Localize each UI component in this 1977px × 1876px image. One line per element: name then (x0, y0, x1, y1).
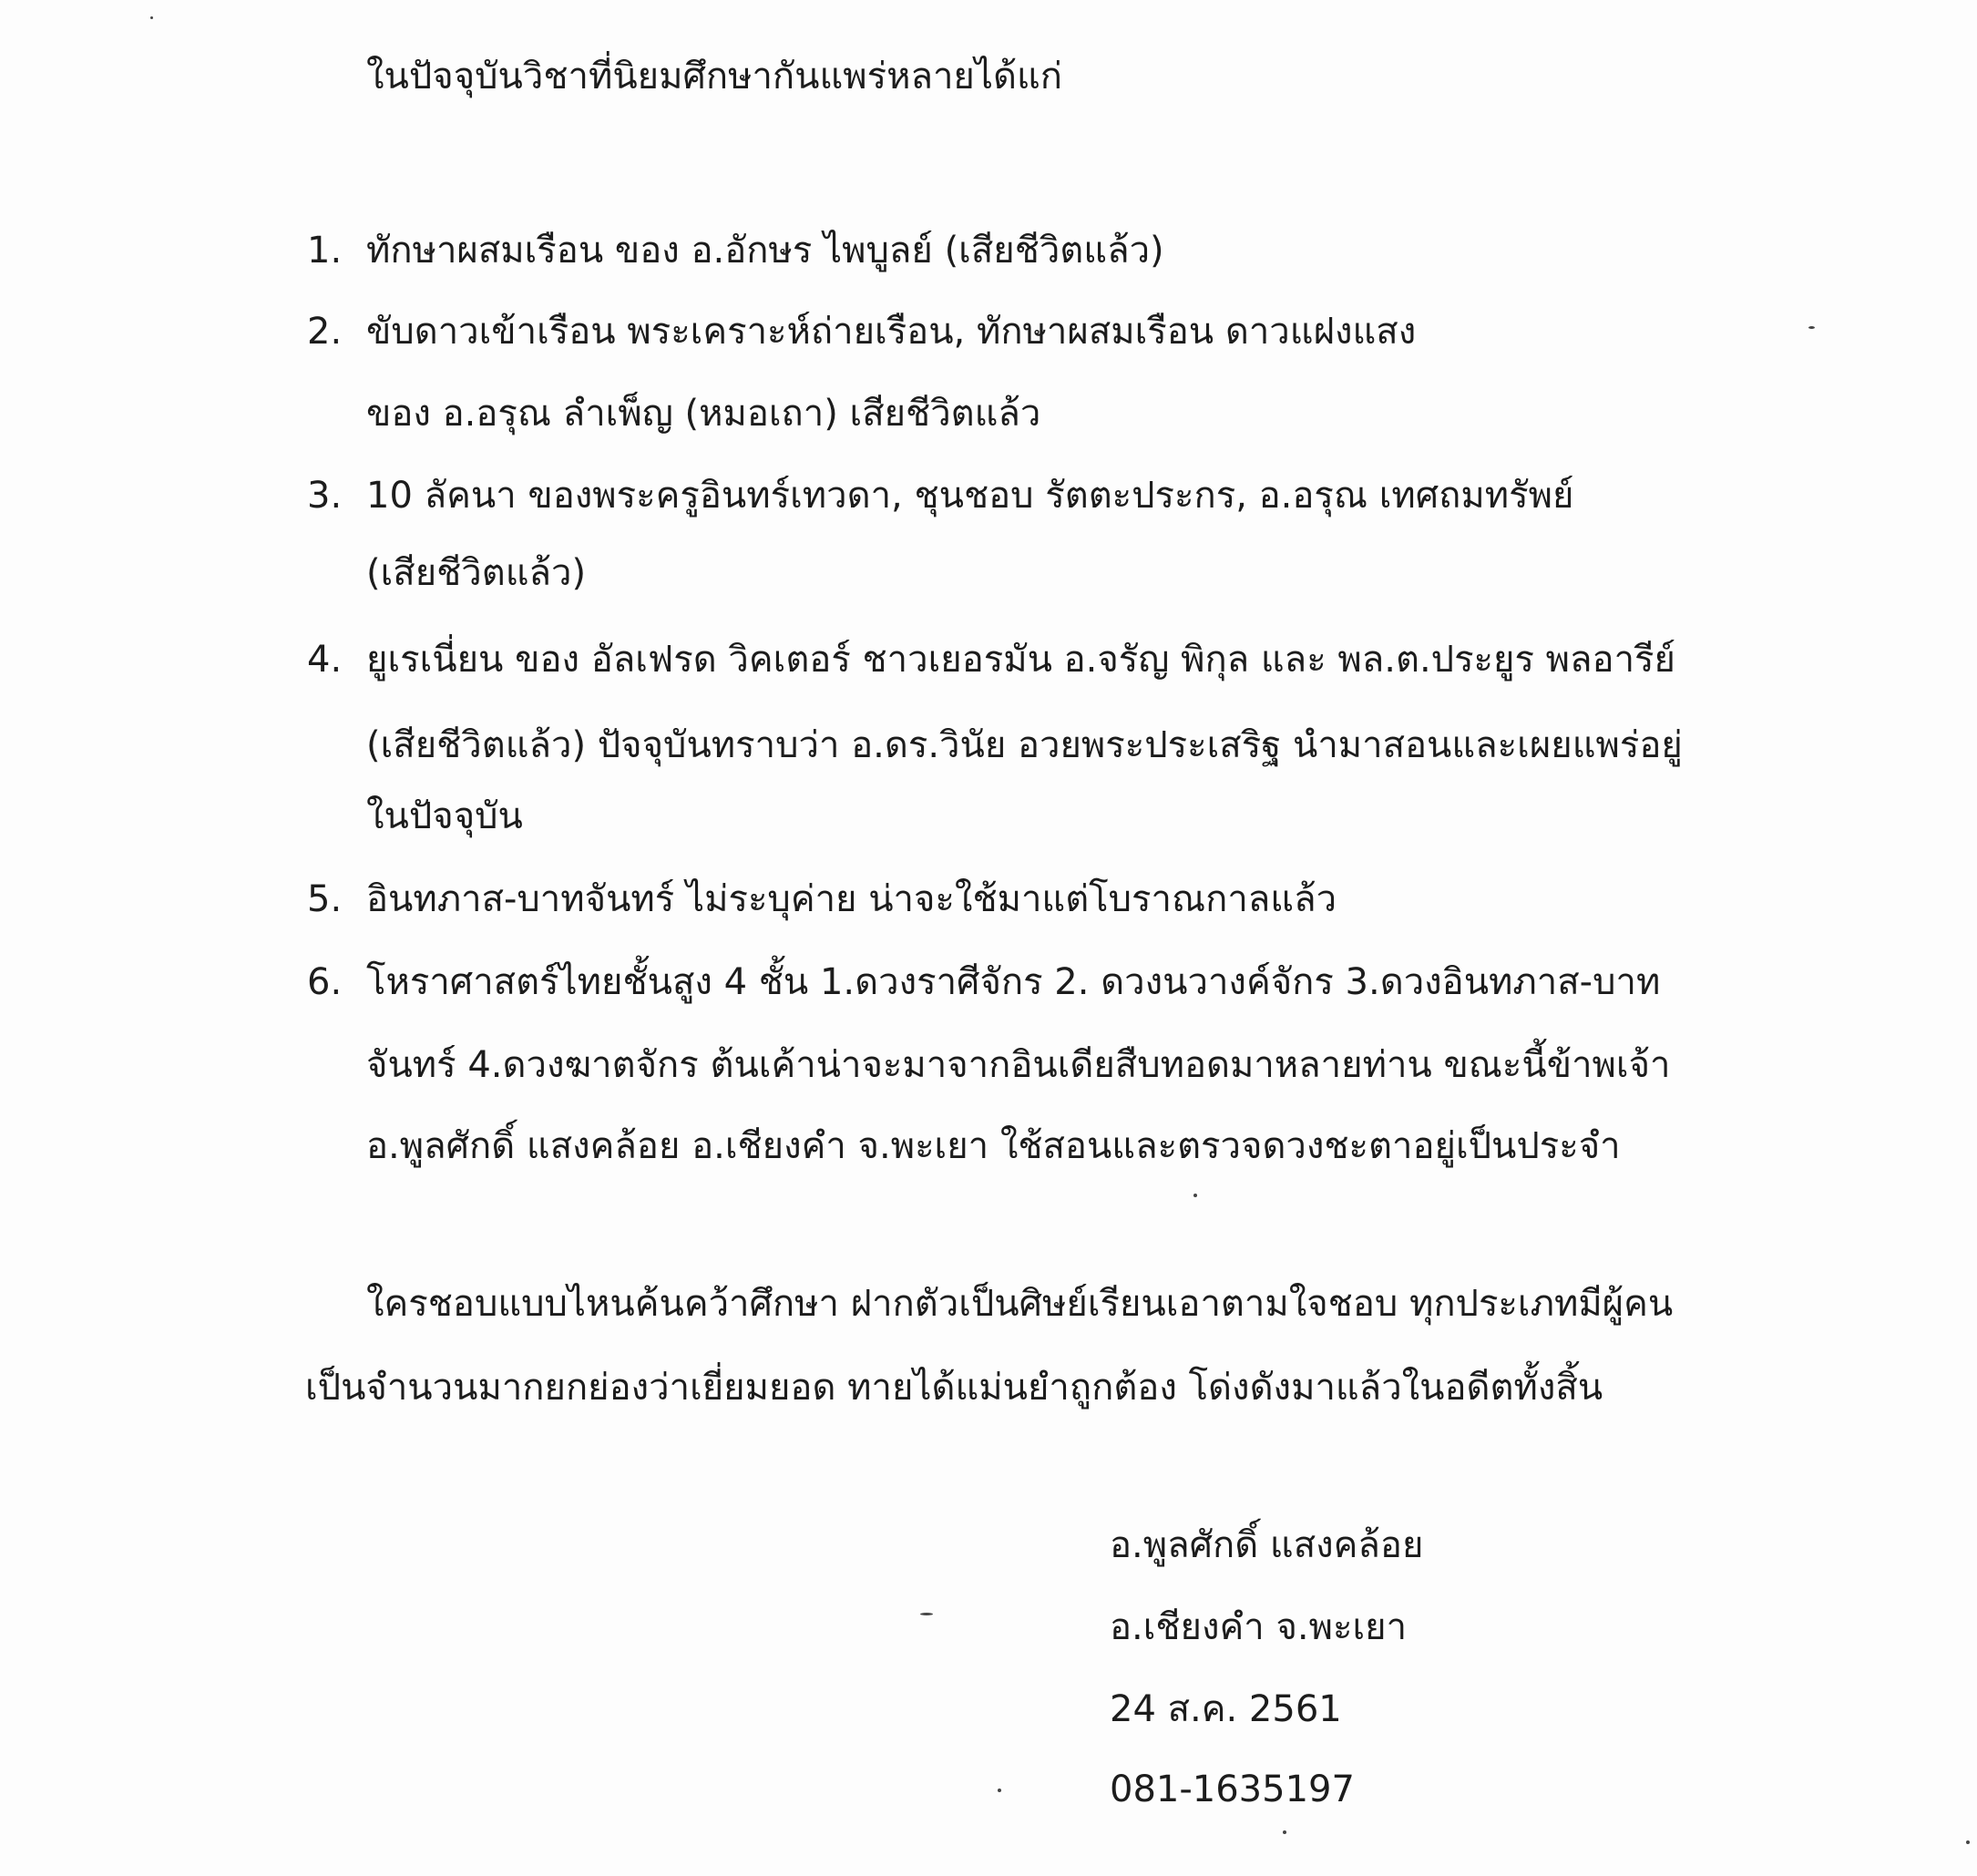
closing-line: เป็นจำนวนมากยกย่องว่าเยี่ยมยอด ทายได้แม่นยำถูกต้อง โด่งดังมาแล้วในอดีตทั้งสิ้น (305, 1367, 1603, 1409)
list-item-line: ในปัจจุบัน (366, 795, 523, 837)
signature-name: อ.พูลศักดิ์ แสงคล้อย (1110, 1524, 1424, 1566)
list-item-line: อ.พูลศักดิ์ แสงคล้อย อ.เชียงคำ จ.พะเยา ใช้สอนและตรวจดวงชะตาอยู่เป็นประจำ (366, 1125, 1621, 1167)
item-number: 6. (307, 961, 343, 1003)
scan-speck (920, 1613, 933, 1615)
closing-line: ใครชอบแบบไหนค้นคว้าศึกษา ฝากตัวเป็นศิษย์เรียนเอาตามใจชอบ ทุกประเภทมีผู้คน (366, 1283, 1674, 1325)
list-item-line: ของ อ.อรุณ ลำเพ็ญ (หมอเถา) เสียชีวิตแล้ว (366, 393, 1041, 435)
scan-speck (998, 1789, 1001, 1792)
list-item-line: (เสียชีวิตแล้ว) (366, 552, 587, 594)
item-number: 3. (307, 475, 343, 517)
list-item-line: ยูเรเนี่ยน ของ อัลเฟรด วิคเตอร์ ชาวเยอรมัน อ.จรัญ พิกุล และ พล.ต.ประยูร พลอารีย์ (366, 639, 1675, 681)
item-number: 1. (307, 230, 343, 272)
list-item-line: จันทร์ 4.ดวงฆาตจักร ต้นเค้าน่าจะมาจากอินเดียสืบทอดมาหลายท่าน ขณะนี้ข้าพเจ้า (366, 1044, 1671, 1086)
list-item-line: ทักษาผสมเรือน ของ อ.อักษร ไพบูลย์ (เสียชีวิตแล้ว) (366, 230, 1164, 272)
list-item-line: โหราศาสตร์ไทยชั้นสูง 4 ชั้น 1.ดวงราศีจักร 2. ดวงนวางค์จักร 3.ดวงอินทภาส-บาท (366, 961, 1661, 1003)
scan-speck (1283, 1830, 1286, 1834)
scan-speck (1808, 326, 1815, 329)
signature-phone: 081-1635197 (1110, 1768, 1355, 1810)
list-item-line: (เสียชีวิตแล้ว) ปัจจุบันทราบว่า อ.ดร.วินัย อวยพระประเสริฐ นำมาสอนและเผยแพร่อยู่ (366, 724, 1683, 766)
scan-speck (1966, 1840, 1970, 1844)
intro-text: ในปัจจุบันวิชาที่นิยมศึกษากันแพร่หลายได้แก่ (366, 56, 1062, 97)
list-item-line: ขับดาวเข้าเรือน พระเคราะห์ถ่ายเรือน, ทักษาผสมเรือน ดาวแฝงแสง (366, 311, 1417, 353)
item-number: 5. (307, 878, 343, 920)
list-item-line: อินทภาส-บาทจันทร์ ไม่ระบุค่าย น่าจะใช้มาแต่โบราณกาลแล้ว (366, 878, 1337, 920)
item-number: 2. (307, 311, 343, 353)
scan-speck (150, 16, 153, 19)
list-item-line: 10 ลัคนา ของพระครูอินทร์เทวดา, ชุนชอบ รัตตะประกร, อ.อรุณ เทศถมทรัพย์ (366, 475, 1574, 517)
signature-date: 24 ส.ค. 2561 (1110, 1688, 1342, 1730)
item-number: 4. (307, 639, 343, 681)
scan-speck (1193, 1194, 1197, 1197)
signature-location: อ.เชียงคำ จ.พะเยา (1110, 1606, 1408, 1648)
